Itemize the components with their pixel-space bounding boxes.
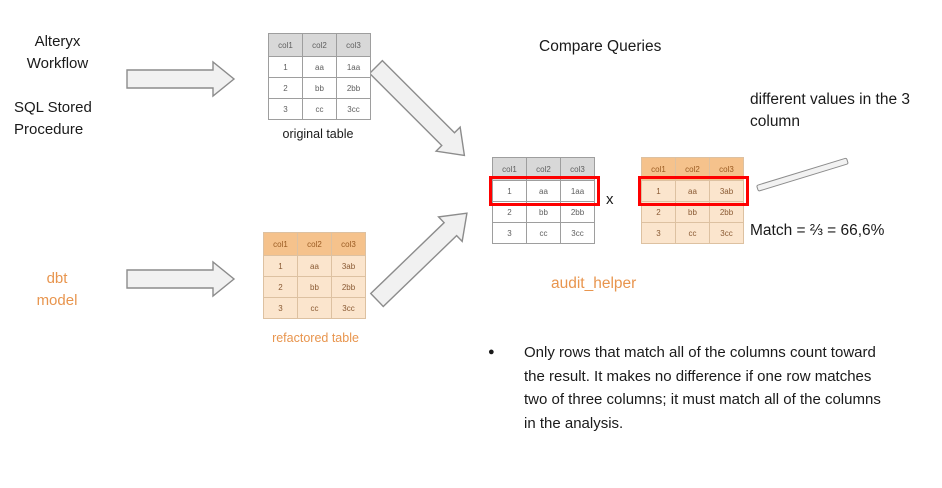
compare-right-table <box>641 157 744 244</box>
column-header-cell: col3 <box>332 233 366 256</box>
column-header-cell: col1 <box>493 158 527 181</box>
table-cell: 1 <box>269 57 303 78</box>
table-row <box>493 202 595 223</box>
arrow-right-icon <box>127 261 235 297</box>
table-cell: 3 <box>642 223 676 244</box>
column-header-cell: col1 <box>269 34 303 57</box>
column-header-cell: col2 <box>303 34 337 57</box>
table-cell: 1aa <box>337 57 371 78</box>
match-result-text: Match = ⅔ = 66,6% <box>750 222 885 239</box>
table-cell: 1 <box>493 181 527 202</box>
pointer-line-icon <box>756 157 849 191</box>
source-label-alteryx-workflow: Alteryx Workflow <box>26 33 89 72</box>
bullet-icon: ● <box>488 346 495 358</box>
table-cell: 3 <box>264 298 298 319</box>
table-cell: 2 <box>264 277 298 298</box>
compare-operator: x <box>606 191 614 208</box>
arrow-right-icon <box>127 61 235 97</box>
compare-left-table <box>492 157 595 244</box>
table-cell: 2bb <box>710 202 744 223</box>
table-row <box>269 99 371 120</box>
refactored-table <box>263 232 366 319</box>
original-table <box>268 33 371 120</box>
table-cell: aa <box>676 181 710 202</box>
column-header-cell: col1 <box>264 233 298 256</box>
column-header-cell: col2 <box>676 158 710 181</box>
table-cell: cc <box>676 223 710 244</box>
table-cell: cc <box>527 223 561 244</box>
data-table-grid <box>492 157 595 244</box>
table-row <box>642 223 744 244</box>
table-cell: cc <box>303 99 337 120</box>
table-row <box>493 181 595 202</box>
table-cell: 2bb <box>337 78 371 99</box>
audit-helper-label: audit_helper <box>551 275 637 292</box>
arrow-diagonal-up-right-icon <box>364 200 480 313</box>
table-row <box>493 223 595 244</box>
column-header-cell: col1 <box>642 158 676 181</box>
table-row <box>264 277 366 298</box>
note-block <box>488 341 888 435</box>
table-cell: 2 <box>493 202 527 223</box>
arrow-diagonal-down-right-icon <box>363 54 478 169</box>
data-table-grid <box>641 157 744 244</box>
table-cell: 3ab <box>710 181 744 202</box>
table-cell: 3 <box>493 223 527 244</box>
table-cell: bb <box>527 202 561 223</box>
table-cell: aa <box>298 256 332 277</box>
original-table-label: original table <box>282 127 354 141</box>
column-header-cell: col2 <box>298 233 332 256</box>
table-cell: aa <box>527 181 561 202</box>
difference-annotation: different values in the 3 column <box>750 91 910 130</box>
table-cell: bb <box>298 277 332 298</box>
table-cell: 1 <box>642 181 676 202</box>
table-row <box>642 181 744 202</box>
table-cell: 1 <box>264 256 298 277</box>
note-text: Only rows that match all of the columns count toward the result. It makes no difference if one row matches two of three columns; it must match all of the columns in the analysis. <box>524 344 881 432</box>
table-cell: 2 <box>269 78 303 99</box>
column-header-cell: col3 <box>561 158 595 181</box>
table-cell: bb <box>303 78 337 99</box>
source-label-sql-stored-procedure: SQL Stored Procedure <box>14 99 92 138</box>
table-cell: 3cc <box>710 223 744 244</box>
table-row <box>264 256 366 277</box>
page-title: Compare Queries <box>539 38 662 55</box>
data-table-grid <box>268 33 371 120</box>
table-cell: 3 <box>269 99 303 120</box>
table-cell: bb <box>676 202 710 223</box>
table-cell: 3cc <box>337 99 371 120</box>
table-cell: 2bb <box>561 202 595 223</box>
table-cell: 3cc <box>332 298 366 319</box>
table-row <box>269 57 371 78</box>
table-cell: aa <box>303 57 337 78</box>
table-cell: 2bb <box>332 277 366 298</box>
table-row <box>264 298 366 319</box>
table-row <box>269 78 371 99</box>
table-cell: 3cc <box>561 223 595 244</box>
data-table-grid <box>263 232 366 319</box>
column-header-cell: col2 <box>527 158 561 181</box>
column-header-cell: col3 <box>337 34 371 57</box>
table-cell: cc <box>298 298 332 319</box>
table-cell: 3ab <box>332 256 366 277</box>
table-cell: 2 <box>642 202 676 223</box>
source-label-dbt-model: dbt model <box>36 270 78 309</box>
refactored-table-label: refactored table <box>272 331 359 345</box>
column-header-cell: col3 <box>710 158 744 181</box>
table-row <box>642 202 744 223</box>
table-cell: 1aa <box>561 181 595 202</box>
